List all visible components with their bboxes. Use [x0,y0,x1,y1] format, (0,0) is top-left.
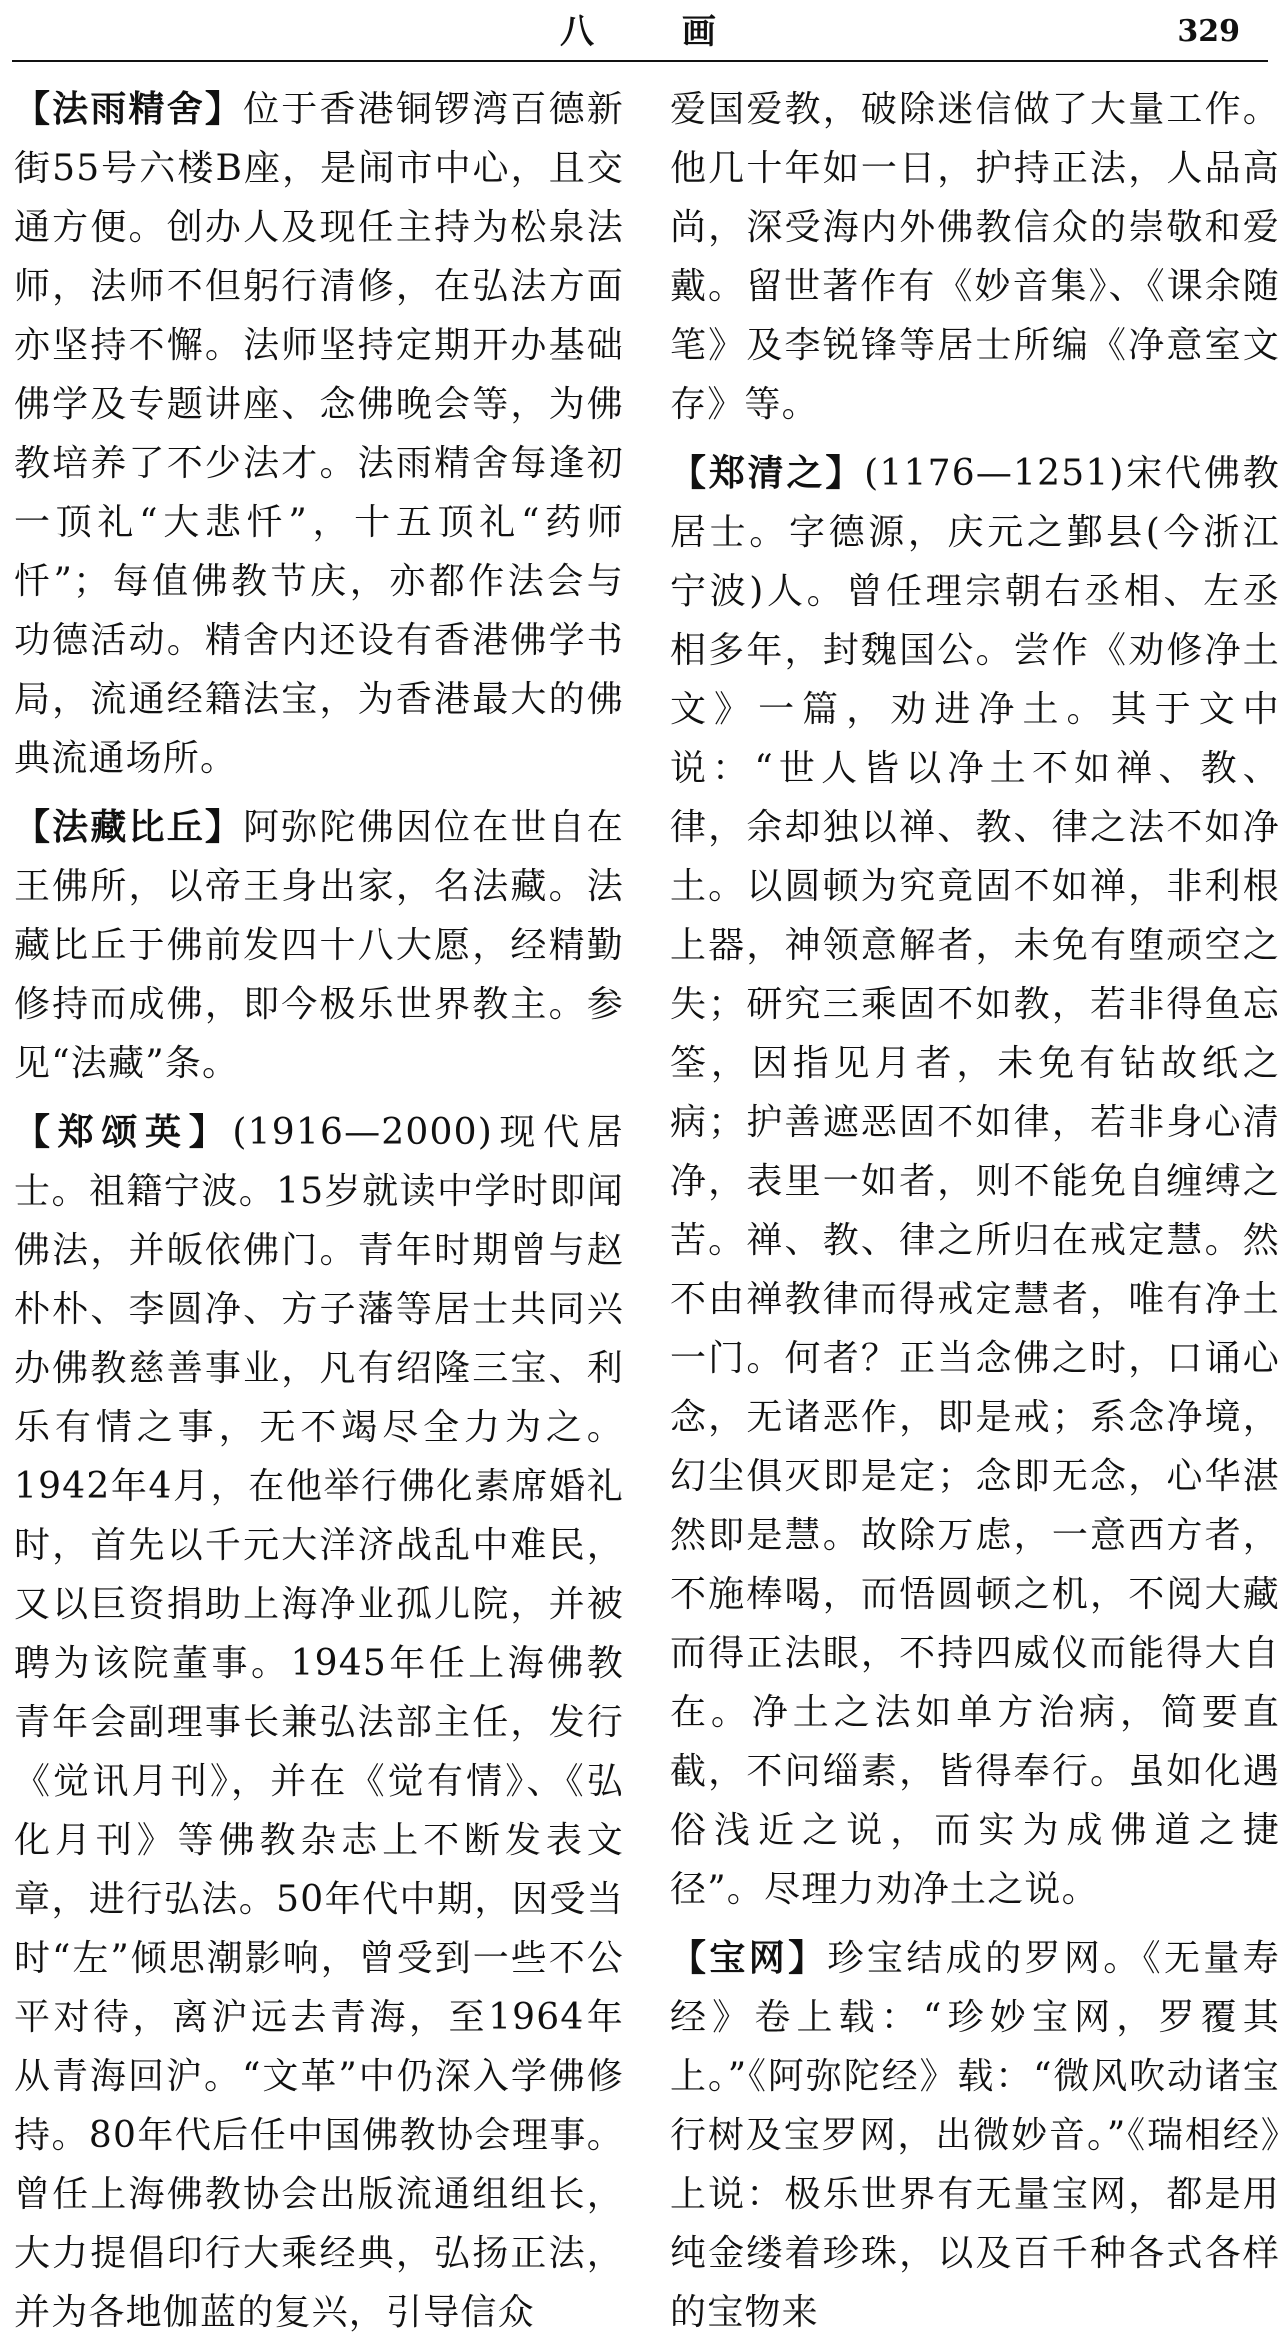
page-header [0,0,1280,62]
entry-continuation [670,80,1280,434]
header-rule [12,60,1268,62]
entry-text: (1916—2000)现代居士。祖籍宁波。15岁就读中学时即闻佛法，并皈依佛门。青年时期曾与赵朴朴、李圆净、方子藩等居士共同兴办佛教慈善事业，凡有绍隆三宝、利乐有情之事，无不竭尽全力为之。1942年4月，在他举行佛化素席婚礼时，首先以千元大洋济战乱中难民，又以巨资捐助上海净业孤儿院，并被聘为该院董事。1945年任上海佛教青年会副理事长兼弘法部主任，发行《觉讯月刊》，并在《觉有情》、《弘化月刊》等佛教杂志上不断发表文章，进行弘法。50年代中期，因受当时“左”倾思潮影响，曾受到一些不公平对待，离沪远去青海，至1964年从青海回沪。“文革”中仍深入学佛修持。80年代后任中国佛教协会理事。曾任上海佛教协会出版流通组组长，大力提倡印行大乘经典，弘扬正法，并为各地伽蓝的复兴，引导信众 [14,1112,624,2333]
entry-text: (1176—1251)宋代佛教居士。字德源，庆元之鄞县(今浙江宁波)人。曾任理宗朝右丞相、左丞相多年，封魏国公。尝作《劝修净土文》一篇，劝进净土。其于文中说：“世人皆以净土不如禅、教、律，余却独以禅、教、律之法不如净土。以圆顿为究竟固不如禅，非利根上器，神领意解者，未免有堕顽空之失；研究三乘固不如教，若非得鱼忘筌，因指见月者，未免有钻故纸之病；护善遮恶固不如律，若非身心清净，表里一如者，则不能免自缠缚之苦。禅、教、律之所归在戒定慧。然不由禅教律而得戒定慧者，唯有净土一门。何者？正当念佛之时，口诵心念，无诸恶作，即是戒；系念净境，幻尘俱灭即是定；念即无念，心华湛然即是慧。故除万虑，一意西方者，不施棒喝，而悟圆顿之机，不阅大藏而得正法眼，不持四威仪而能得大自在。净土之法如单方治病，简要直截，不问缁素，皆得奉行。虽如化遇俗浅近之说，而实为成佛道之捷径”。尽理力劝净土之说。 [670,453,1280,1910]
entry-text: 爱国爱教，破除迷信做了大量工作。他几十年如一日，护持正法，人品高尚，深受海内外佛教信众的崇敬和爱戴。留世著作有《妙音集》、《课余随笔》及李锐锋等居士所编《净意室文存》等。 [670,89,1280,425]
entry-term: 【宝网】 [670,1937,828,1979]
dictionary-entry [670,1929,1280,2342]
dictionary-entry [14,1103,624,2342]
entry-term: 【郑清之】 [670,452,865,494]
page-number: 329 [1177,14,1240,49]
dictionary-entry [14,80,624,788]
entry-term: 【郑颂英】 [14,1111,233,1153]
entry-term: 【法雨精舍】 [14,88,244,130]
dictionary-entry [14,798,624,1093]
section-title: 八 画 [560,12,754,52]
entry-term: 【法藏比丘】 [14,806,244,848]
right-column [670,80,1280,2352]
dictionary-entry [670,444,1280,1919]
entry-text: 珍宝结成的罗网。《无量寿经》卷上载：“珍妙宝网，罗覆其上。”《阿弥陀经》载：“微风吹动诸宝行树及宝罗网，出微妙音。”《瑞相经》上说：极乐世界有无量宝网，都是用纯金缕着珍珠，以及百千种各式各样的宝物来 [670,1938,1280,2333]
left-column [14,80,624,2352]
entry-text: 位于香港铜锣湾百德新街55号六楼B座，是闹市中心，且交通方便。创办人及现任主持为松泉法师，法师不但躬行清修，在弘法方面亦坚持不懈。法师坚持定期开办基础佛学及专题讲座、念佛晚会等，为佛教培养了不少法才。法雨精舍每逢初一顶礼“大悲忏”，十五顶礼“药师忏”；每值佛教节庆，亦都作法会与功德活动。精舍内还设有香港佛学书局，流通经籍法宝，为香港最大的佛典流通场所。 [14,89,624,779]
entry-text: 阿弥陀佛因位在世自在王佛所，以帝王身出家，名法藏。法藏比丘于佛前发四十八大愿，经精勤修持而成佛，即今极乐世界教主。参见“法藏”条。 [14,807,624,1084]
